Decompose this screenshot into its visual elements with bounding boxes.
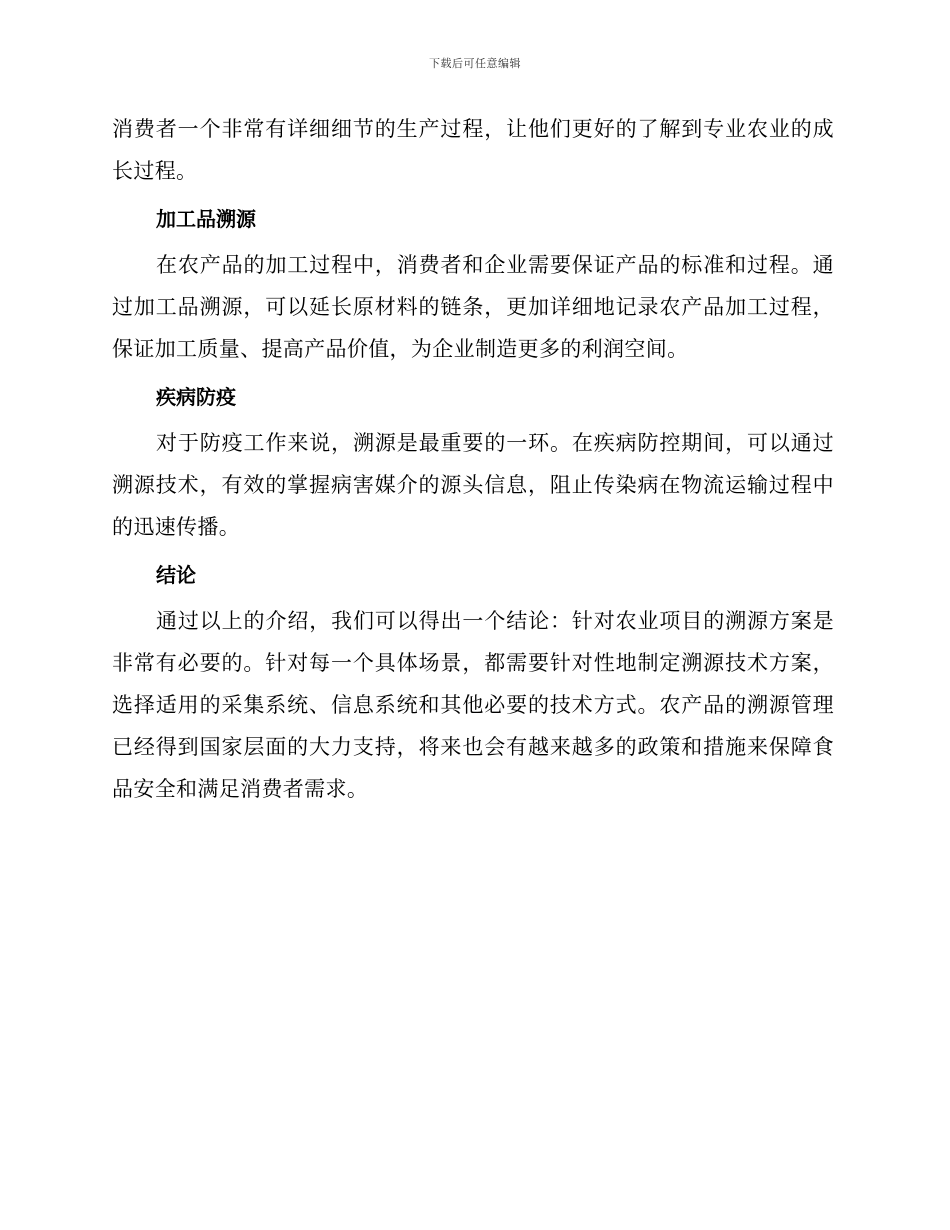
page-header: 下载后可任意编辑 xyxy=(429,57,521,70)
section-heading-conclusion: 结论 xyxy=(156,563,196,587)
continuation-paragraph: 消费者一个非常有详细细节的生产过程，让他们更好的了解到专业农业的成长过程。 xyxy=(112,117,834,183)
section-body-conclusion: 通过以上的介绍，我们可以得出一个结论：针对农业项目的溯源方案是非常有必要的。针对每一个具体场景，都需要针对性地制定溯源技术方案，选择适用的采集系统、信息系统和其他必要的技术方式。农产品的溯源管理已经得到国家层面的大力支持，将来也会有越来越多的政策和措施来保障食品安全和满足消费者需求。 xyxy=(112,609,834,801)
section-body-disease-prevention: 对于防疫工作来说，溯源是最重要的一环。在疾病防控期间，可以通过溯源技术，有效的掌握病害媒介的源头信息，阻止传染病在物流运输过程中的迅速传播。 xyxy=(112,431,834,539)
section-heading-processing-traceability: 加工品溯源 xyxy=(156,207,256,231)
section-heading-disease-prevention: 疾病防疫 xyxy=(156,385,236,409)
section-body-processing-traceability: 在农产品的加工过程中，消费者和企业需要保证产品的标准和过程。通过加工品溯源，可以延长原材料的链条，更加详细地记录农产品加工过程，保证加工质量、提高产品价值，为企业制造更多的利润空间。 xyxy=(112,253,834,361)
document-body xyxy=(112,108,834,810)
